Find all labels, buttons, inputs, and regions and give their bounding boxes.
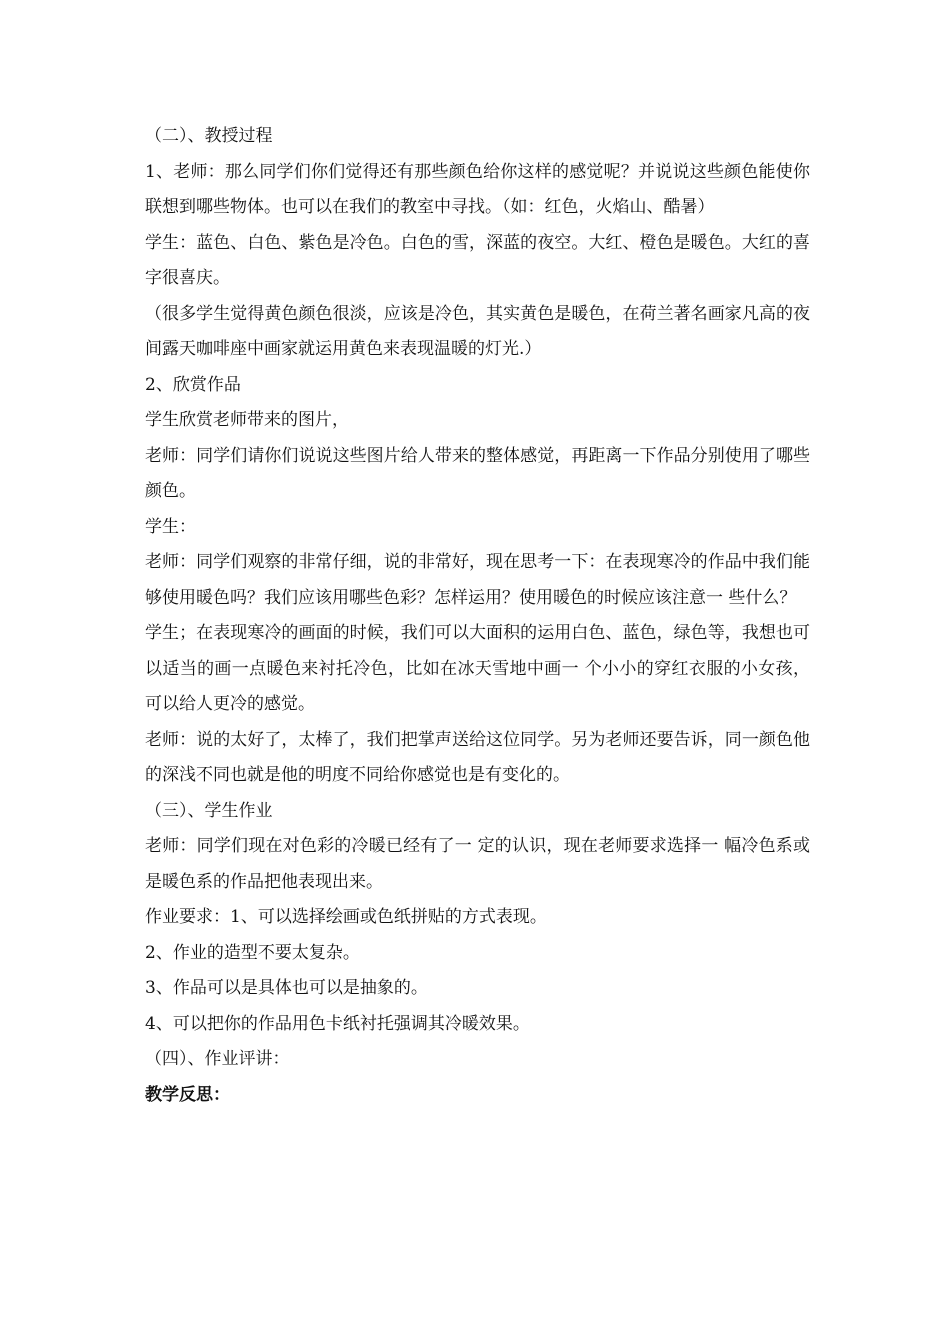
- teaching-reflection-heading: 教学反思：: [145, 1084, 230, 1105]
- paragraph-student-cold: 学生；在表现寒冷的画面的时候，我们可以大面积的运用白色、蓝色，绿色等，我想也可以适当的画一点暖色来衬托冷色，比如在冰天雪地中画一 个小小的穿红衣服的小女孩，可以给人更冷的感觉。: [145, 623, 810, 714]
- document-page: [145, 119, 810, 1113]
- paragraph-teacher-homework: 老师：同学们现在对色彩的冷暖已经有了一 定的认识，现在老师要求选择一 幅冷色系或是暖色系的作品把他表现出来。: [145, 836, 810, 892]
- homework-requirement-1: 作业要求：1、可以选择绘画或色纸拼贴的方式表现。: [145, 907, 547, 927]
- section-heading-review: （四）、作业评讲：: [145, 1049, 290, 1069]
- section-heading-homework: （三）、学生作业: [145, 800, 273, 821]
- section-heading-process: （二）、教授过程: [145, 126, 273, 146]
- paragraph-teacher-cold: 老师：同学们观察的非常仔细，说的非常好，现在思考一下：在表现寒冷的作品中我们能够使用暖色吗？我们应该用哪些色彩？怎样运用？使用暖色的时候应该注意一 些什么？: [145, 552, 810, 608]
- paragraph-teacher-question: 1、老师：那么同学们你们觉得还有那些颜色给你这样的感觉呢？并说说这些颜色能使你联想到哪些物体。也可以在我们的教室中寻找。（如：红色，火焰山、酷暑）: [145, 161, 810, 217]
- paragraph-yellow-note: （很多学生觉得黄色颜色很淡，应该是冷色，其实黄色是暖色，在荷兰著名画家凡高的夜间露天咖啡座中画家就运用黄色来表现温暖的灯光.）: [145, 303, 810, 359]
- homework-requirement-4: 4、可以把你的作品用色卡纸衬托强调其冷暖效果。: [145, 1013, 530, 1034]
- homework-requirement-3: 3、作品可以是具体也可以是抽象的。: [145, 978, 428, 998]
- homework-requirement-2: 2、作业的造型不要太复杂。: [145, 942, 360, 963]
- section-item-appreciate: 2、欣赏作品: [145, 374, 241, 395]
- paragraph-students-view: 学生欣赏老师带来的图片，: [145, 410, 349, 430]
- paragraph-student-blank: 学生：: [145, 516, 196, 537]
- paragraph-teacher-praise: 老师：说的太好了，太棒了，我们把掌声送给这位同学。另为老师还要告诉，同一颜色他的深浅不同也就是他的明度不同给你感觉也是有变化的。: [145, 729, 810, 785]
- paragraph-teacher-feeling: 老师：同学们请你们说说这些图片给人带来的整体感觉，再距离一下作品分别使用了哪些颜色。: [145, 445, 810, 501]
- paragraph-student-answer: 学生：蓝色、白色、紫色是冷色。白色的雪，深蓝的夜空。大红、橙色是暖色。大红的喜字很喜庆。: [145, 232, 810, 288]
